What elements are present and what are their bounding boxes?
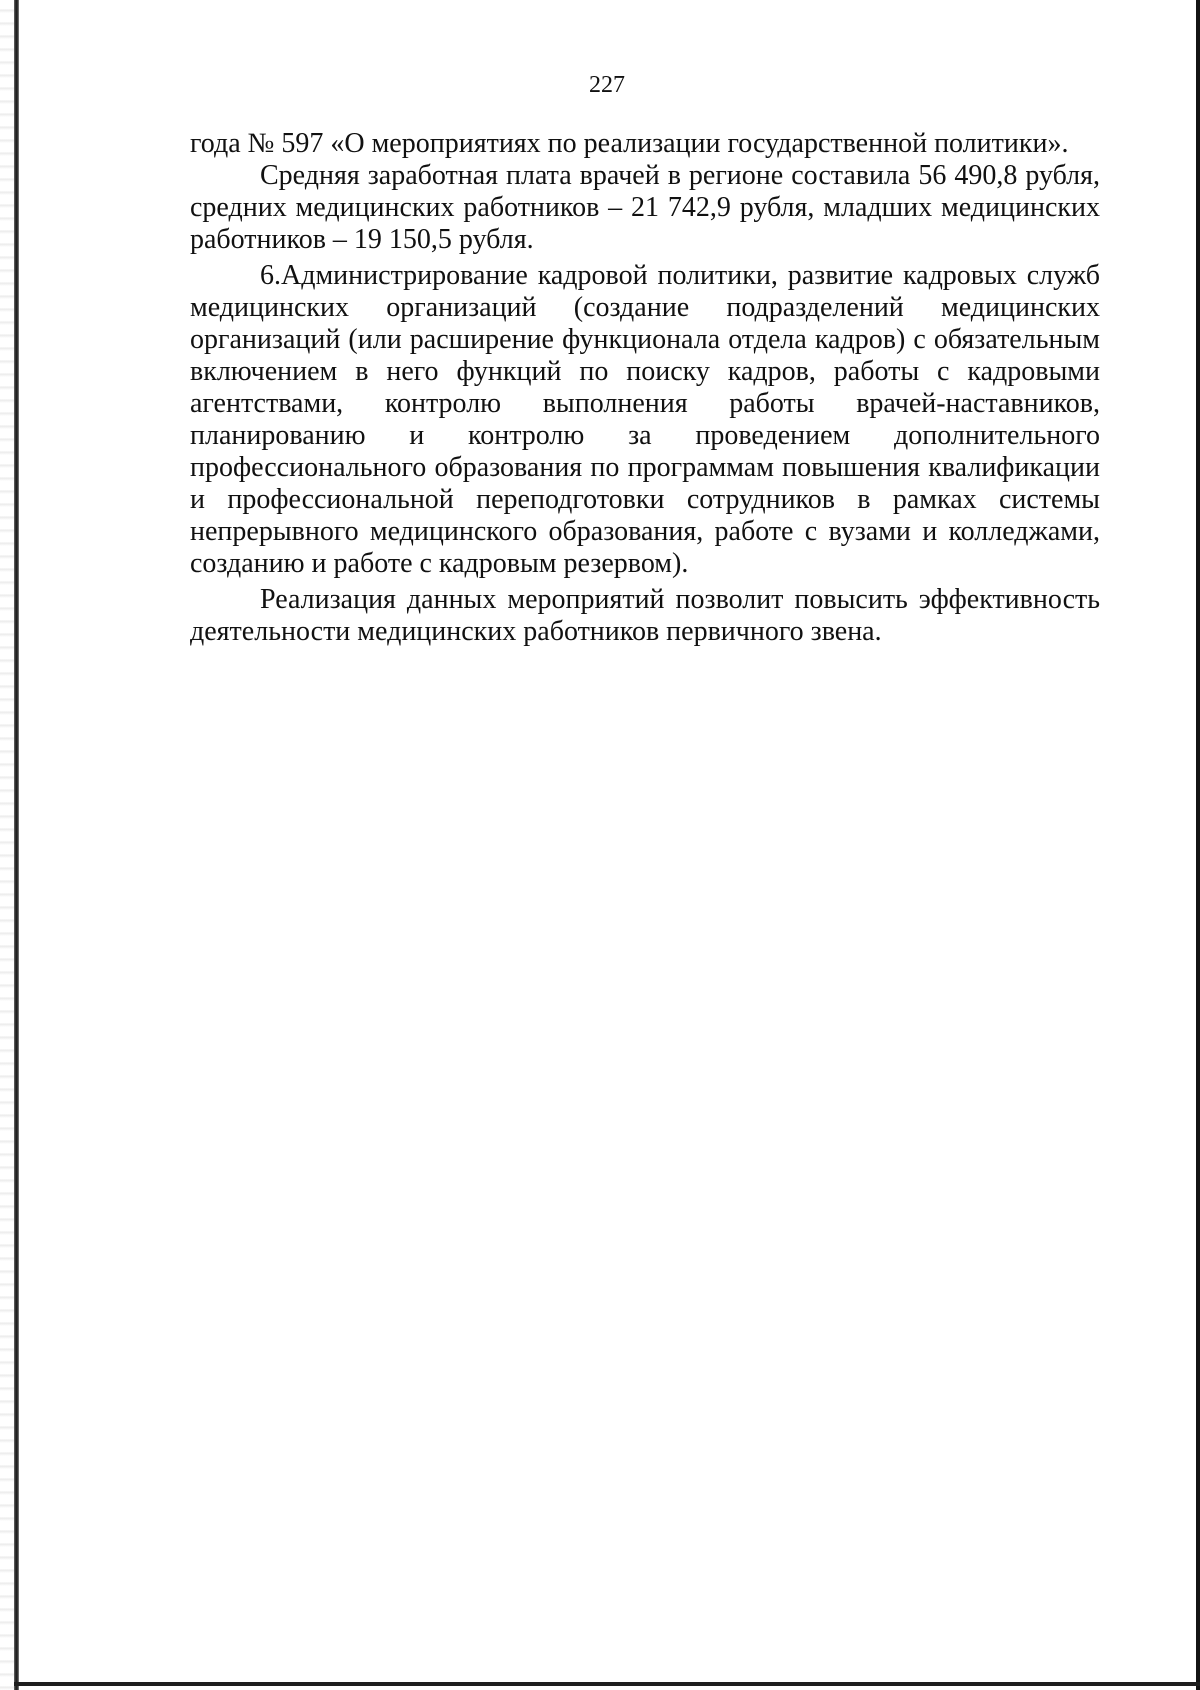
page-number: 227 <box>589 72 625 98</box>
scan-border-right <box>1196 0 1200 1690</box>
scan-border-noise <box>0 0 14 1690</box>
paragraph-conclusion: Реализация данных мероприятий позволит повысить эффективность деятельности медицинских работников первичного звена. <box>190 584 1100 647</box>
paragraph-hr-administration: 6.Администрирование кадровой политики, развитие кадровых служб медицинских организаций (создание подразделений медицинских организаций (или расширение функционала отдела кадров) с обязательным включением в него функций по поиску кадров, работы с кадровыми агентствами, контролю выполнения работы врачей-наставников, планированию и контролю за проведением дополнительного профессионального образования по программам повышения квалификации и профессиональной переподготовки сотрудников в рамках системы непрерывного медицинского образования, работе с вузами и колледжами, созданию и работе с кадровым резервом). <box>190 260 1100 579</box>
paragraph-salary: Средняя заработная плата врачей в регионе составила 56 490,8 рубля, средних медицинских работников – 21 742,9 рубля, младших медицинских работников – 19 150,5 рубля. <box>190 160 1100 255</box>
scan-border-bottom <box>14 1682 1200 1686</box>
paragraph-continuation: года № 597 «О мероприятиях по реализации государственной политики». <box>190 128 1069 159</box>
scan-border-left <box>14 0 19 1690</box>
document-body <box>190 128 1100 648</box>
